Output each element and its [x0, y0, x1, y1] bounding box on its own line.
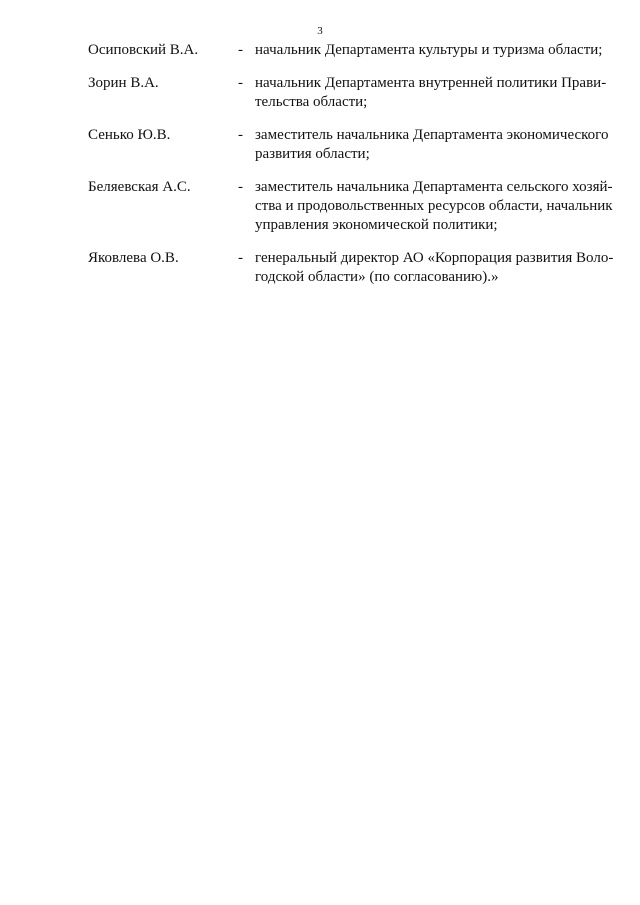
member-dash: -: [238, 42, 243, 58]
member-dash: -: [238, 75, 243, 91]
member-role-line: заместитель начальника Департамента сельского хозяй-: [255, 179, 613, 195]
member-role-line: управления экономической политики;: [255, 217, 498, 233]
member-role: [255, 178, 628, 235]
member-role-line: развития области;: [255, 146, 370, 162]
member-role: [255, 74, 628, 112]
page-number: 3: [317, 25, 323, 37]
member-row: [88, 126, 628, 164]
member-row: [88, 178, 628, 235]
member-row: [88, 74, 628, 112]
member-name: Осиповский В.А.: [88, 42, 199, 58]
member-dash: -: [238, 250, 243, 266]
member-name: Яковлева О.В.: [88, 250, 179, 266]
member-list: [88, 41, 628, 287]
member-role-line: начальник Департамента внутренней политики Прави-: [255, 75, 607, 91]
member-name: Беляевская А.С.: [88, 179, 191, 195]
member-name: Сенько Ю.В.: [88, 127, 171, 143]
member-dash: -: [238, 127, 243, 143]
member-row: [88, 41, 628, 60]
member-role-line: начальник Департамента культуры и туризма области;: [255, 42, 603, 58]
member-role-line: годской области» (по согласованию).»: [255, 269, 499, 285]
member-role-line: ства и продовольственных ресурсов области, начальник: [255, 198, 613, 214]
member-role-line: тельства области;: [255, 94, 368, 110]
member-dash: -: [238, 179, 243, 195]
member-role-line: заместитель начальника Департамента экономического: [255, 127, 609, 143]
member-role-line: генеральный директор АО «Корпорация развития Воло-: [255, 250, 614, 266]
member-row: [88, 249, 628, 287]
member-role: [255, 41, 628, 60]
member-role: [255, 126, 628, 164]
member-role: [255, 249, 628, 287]
member-name: Зорин В.А.: [88, 75, 159, 91]
